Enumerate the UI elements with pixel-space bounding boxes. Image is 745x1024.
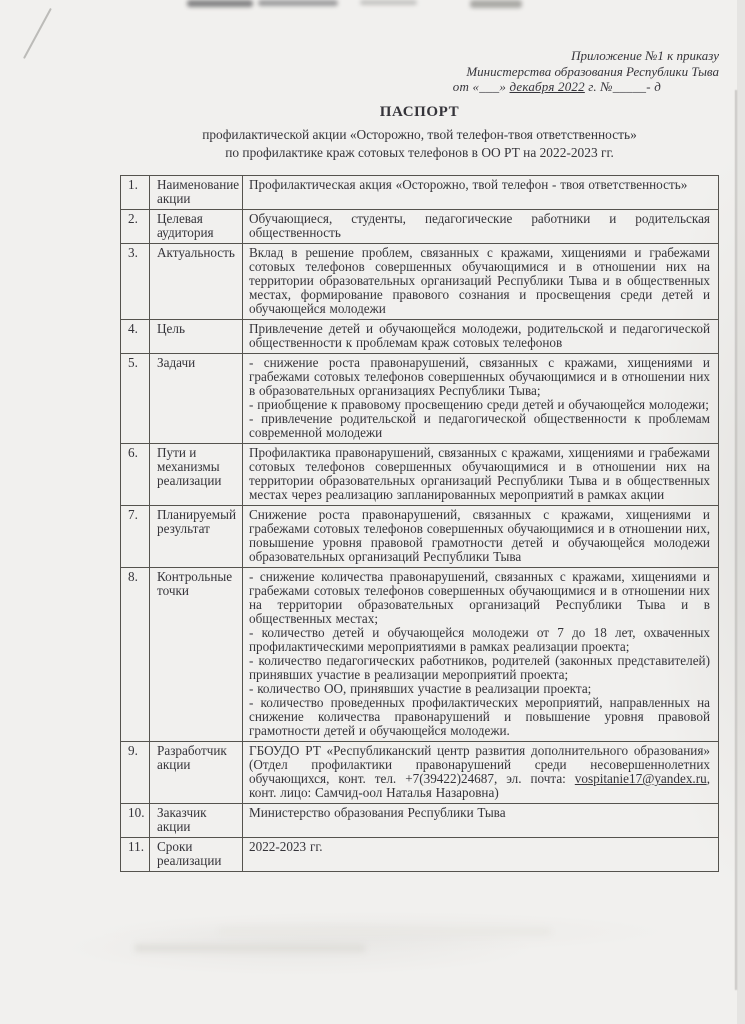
title-block: [120, 104, 719, 161]
row-paragraph: [249, 412, 710, 440]
paragraph-text: 2022-2023 гг.: [249, 839, 323, 854]
paragraph-text: - снижение количества правонарушений, связанных с кражами, хищениями и грабежами сотовых телефонов совершенных обучающимися и в отношении них на территории образовательных организаций Республики Тыва и в общественных местах;: [249, 569, 710, 626]
row-number: 11.: [121, 838, 150, 872]
pen-stroke-mark: [23, 8, 52, 59]
scan-smudge: [135, 944, 365, 952]
table-row: [121, 354, 719, 444]
row-label: Контрольные точки: [150, 568, 243, 742]
paragraph-text: - количество проведенных профилактических мероприятий, направленных на снижение количества правонарушений и повышение уровня правовой грамотности детей и обучающейся молодежи.: [249, 695, 710, 738]
row-label: Наименование акции: [150, 176, 243, 210]
row-number: 8.: [121, 568, 150, 742]
row-content: [243, 506, 719, 568]
row-paragraph: [249, 212, 710, 240]
row-number: 4.: [121, 320, 150, 354]
row-paragraph: [249, 322, 710, 350]
row-label: Целевая аудитория: [150, 210, 243, 244]
row-paragraph: [249, 654, 710, 682]
page-edge-shadow: [737, 0, 745, 1024]
email-text: vospitanie17@yandex.ru: [574, 771, 707, 786]
row-content: [243, 244, 719, 320]
paragraph-text: Обучающиеся, студенты, педагогические работники и родительская общественность: [249, 211, 710, 240]
table-row: [121, 210, 719, 244]
paragraph-text: ГБОУДО РТ «Республиканский центр развития дополнительного образования» (Отдел профилактики правонарушений среди несовершеннолетних обучающихся, конт. тел. +7(39422)24687, эл. почта:: [249, 743, 710, 786]
row-paragraph: [249, 356, 710, 398]
appendix-date-line: [299, 79, 719, 95]
document-subtitle-1: профилактической акции «Осторожно, твой телефон-твоя ответственность»: [202, 127, 637, 142]
date-prefix: от «___»: [452, 79, 510, 94]
row-label: Разработчик акции: [150, 742, 243, 804]
row-content: [243, 568, 719, 742]
paragraph-text: , конт. лицо: Самчид-оол Наталья Назаровна): [249, 771, 710, 800]
row-label: Пути и механизмы реализации: [150, 444, 243, 506]
scan-smudge: [258, 0, 338, 6]
table-row: [121, 506, 719, 568]
row-paragraph: [249, 246, 710, 316]
row-paragraph: [249, 178, 710, 192]
row-content: [243, 838, 719, 872]
appendix-line-1: Приложение №1 к приказу: [571, 48, 719, 63]
table-row: [121, 444, 719, 506]
date-suffix: г. №_____- д: [584, 79, 661, 94]
row-paragraph: [249, 696, 710, 738]
row-number: 6.: [121, 444, 150, 506]
paragraph-text: - приобщение к правовому просвещению среди детей и обучающейся молодежи;: [249, 397, 709, 412]
row-content: [243, 354, 719, 444]
paragraph-text: Вклад в решение проблем, связанных с кражами, хищениями и грабежами сотовых телефонов совершенных обучающимися и в отношении них на территории образовательных организаций Республики Тыва и в общественных местах, формирование правового сознания и просвещения среди детей и обучающейся молодежи: [249, 245, 710, 316]
scan-smudge: [360, 0, 417, 5]
paragraph-text: - снижение роста правонарушений, связанных с кражами, хищениями и грабежами сотовых телефонов совершенных обучающимися и в отношении них в образовательных организациях Республики Тыва;: [249, 355, 710, 398]
scan-smudge: [470, 0, 522, 8]
row-paragraph: [249, 446, 710, 502]
row-number: 3.: [121, 244, 150, 320]
document-subtitle-2: по профилактике краж сотовых телефонов в ОО РТ на 2022-2023 гг.: [225, 144, 614, 160]
table-row: [121, 742, 719, 804]
table-row: [121, 320, 719, 354]
row-paragraph: [249, 398, 710, 412]
page-edge-line: [735, 90, 737, 990]
scan-smudge: [187, 0, 253, 7]
paragraph-text: Привлечение детей и обучающейся молодежи, родительской и педагогической общественности к проблемам краж сотовых телефонов: [249, 321, 710, 350]
row-paragraph: [249, 682, 710, 696]
paragraph-text: - привлечение родительской и педагогической общественности к проблемам современной молодежи: [249, 411, 710, 440]
row-paragraph: [249, 626, 710, 654]
row-paragraph: [249, 508, 710, 564]
row-content: [243, 444, 719, 506]
appendix-block: [299, 48, 719, 95]
paragraph-text: Профилактическая акция «Осторожно, твой телефон - твоя ответственность»: [249, 177, 688, 192]
table-row: [121, 568, 719, 742]
table-row: [121, 244, 719, 320]
row-number: 7.: [121, 506, 150, 568]
document-title: ПАСПОРТ: [379, 104, 460, 120]
paragraph-text: - количество детей и обучающейся молодежи от 7 до 18 лет, охваченных профилактическими мероприятиями в рамках реализации проекта;: [249, 625, 710, 654]
row-label: Цель: [150, 320, 243, 354]
table-row: [121, 176, 719, 210]
date-underlined: декабря 2022: [509, 79, 585, 94]
paragraph-text: - количество педагогических работников, родителей (законных представителей) принявших участие в реализации мероприятий проекта;: [249, 653, 710, 682]
table-row: [121, 804, 719, 838]
row-label: Заказчик акции: [150, 804, 243, 838]
row-number: 5.: [121, 354, 150, 444]
appendix-line-2: Министерства образования Республики Тыва: [466, 63, 719, 79]
row-content: [243, 742, 719, 804]
row-paragraph: [249, 570, 710, 626]
row-content: [243, 210, 719, 244]
row-content: [243, 176, 719, 210]
row-number: 1.: [121, 176, 150, 210]
scan-smudge: [220, 928, 550, 935]
row-label: Задачи: [150, 354, 243, 444]
paragraph-text: Министерство образования Республики Тыва: [249, 805, 506, 820]
row-number: 9.: [121, 742, 150, 804]
row-label: Актуальность: [150, 244, 243, 320]
table-row: [121, 838, 719, 872]
row-label: Сроки реализации: [150, 838, 243, 872]
passport-table-body: [121, 176, 719, 872]
paragraph-text: - количество ОО, принявших участие в реализации проекта;: [249, 681, 592, 696]
row-label: Планируемый результат: [150, 506, 243, 568]
row-number: 2.: [121, 210, 150, 244]
passport-table: [120, 175, 719, 872]
row-paragraph: [249, 806, 710, 820]
row-paragraph: [249, 744, 710, 800]
row-paragraph: [249, 840, 710, 854]
paragraph-text: Снижение роста правонарушений, связанных с кражами, хищениями и грабежами сотовых телефонов совершенных обучающимися и в отношении них, повышение уровня правовой грамотности детей и обучающейся молодежи образовательных организаций Республики Тыва: [249, 507, 710, 564]
row-content: [243, 804, 719, 838]
row-number: 10.: [121, 804, 150, 838]
row-content: [243, 320, 719, 354]
paragraph-text: Профилактика правонарушений, связанных с кражами, хищениями и грабежами сотовых телефонов совершенных обучающимися и в отношении них на территории образовательных организаций Республики Тыва и в общественных местах через реализацию запланированных мероприятий в рамках акции: [249, 445, 710, 502]
